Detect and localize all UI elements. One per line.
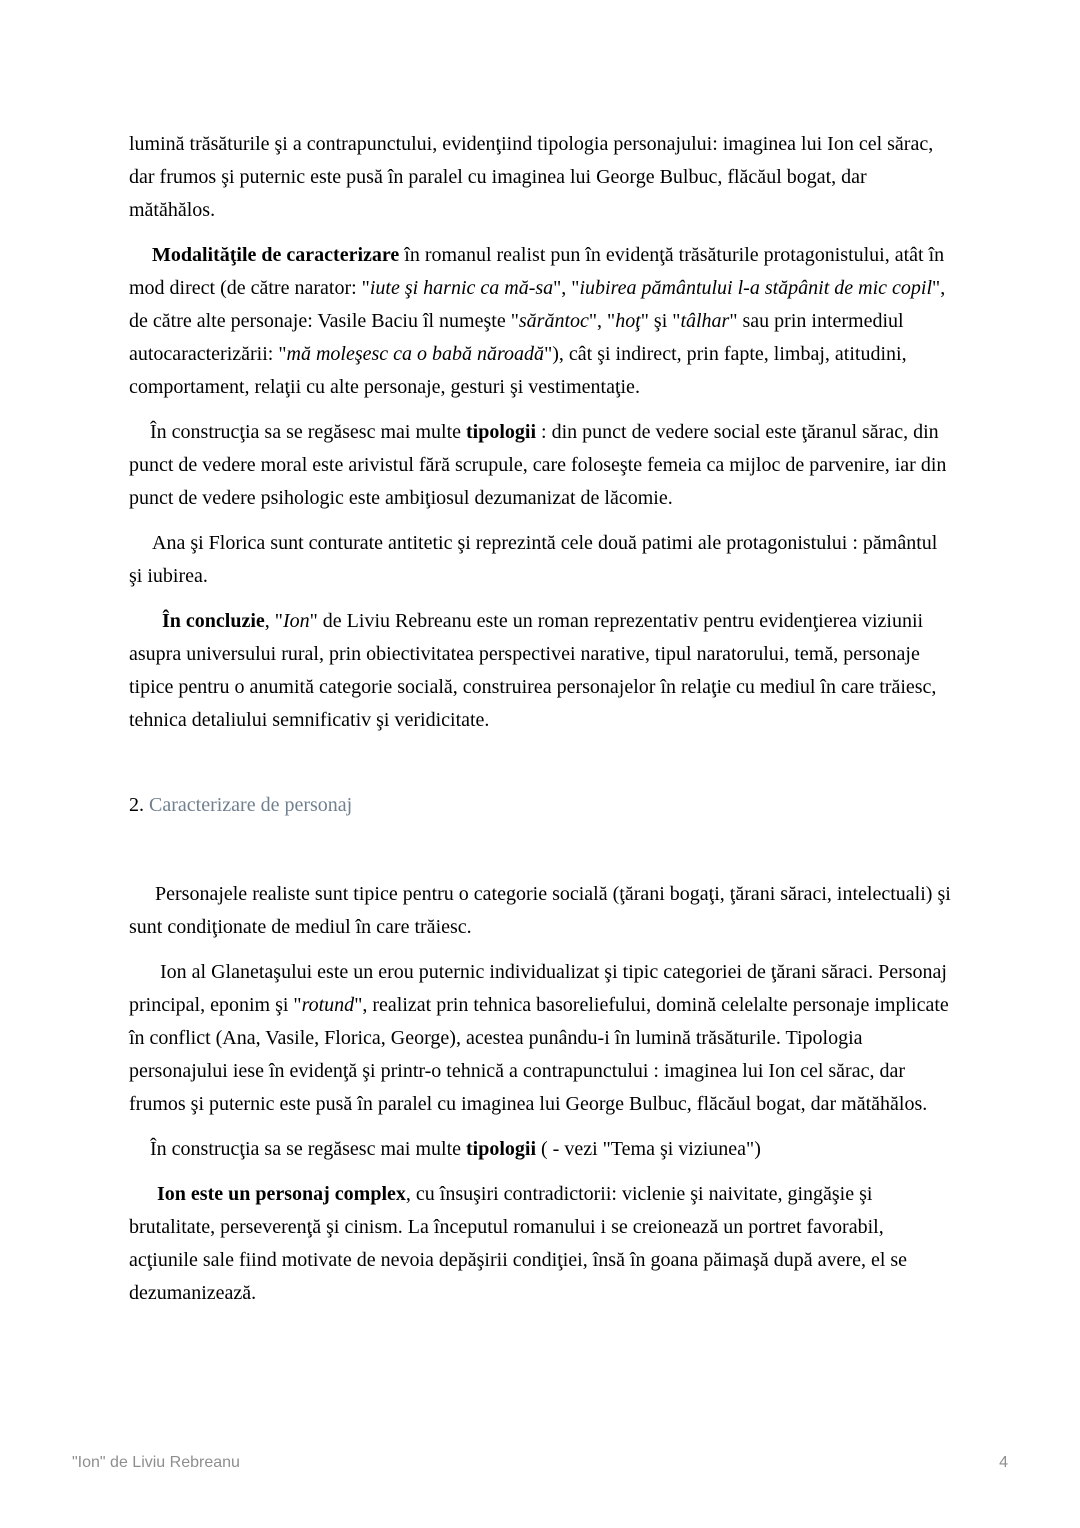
text-segment: mă moleşesc ca o babă năroadă xyxy=(286,343,545,365)
text-segment: , cu însuşiri contradictorii: viclenie şi naivitate, gingăşie şi brutalitate, perseverenţă şi cinism. La începutul romanului i se creionează un portret favorabil, acţiunile sale fiind motivate de nevoia depăşirii condiţiei, însă în goana păimaşă după avere, el se dezumanizează. xyxy=(129,1183,908,1304)
text-segment: Ion xyxy=(282,610,310,632)
text-segment: ", " xyxy=(588,310,616,332)
text-segment: tâlhar xyxy=(680,310,730,332)
text-segment: În construcţia sa se regăsesc mai multe xyxy=(150,1138,466,1160)
footer-document-title: "Ion" de Liviu Rebreanu xyxy=(72,1454,240,1471)
paragraph xyxy=(129,527,951,593)
text-segment: Ion este un personaj complex xyxy=(157,1183,406,1205)
text-segment: tipologii xyxy=(466,421,537,443)
footer-page-number: 4 xyxy=(999,1454,1008,1471)
text-segment: Ion al Glanetaşului este un erou puternic individualizat şi tipic categoriei de ţărani săraci. Personaj principal, eponim şi " xyxy=(129,961,947,1016)
text-segment: ( - vezi "Tema şi viziunea") xyxy=(536,1138,761,1160)
text-segment: iute şi harnic ca mă-sa xyxy=(369,277,554,299)
paragraph xyxy=(129,1178,951,1310)
paragraph xyxy=(129,605,951,737)
document-body xyxy=(129,128,951,1322)
text-segment: 2. xyxy=(129,794,149,816)
text-segment: iubirea pământului l-a stăpânit de mic copil xyxy=(579,277,933,299)
text-segment: În concluzie xyxy=(162,610,265,632)
section-heading xyxy=(129,789,951,822)
text-segment: Personajele realiste sunt tipice pentru o categorie socială (ţărani bogaţi, ţărani săraci, intelectuali) şi sunt condiţionate de mediul în care trăiesc. xyxy=(129,883,951,938)
text-segment: ", " xyxy=(553,277,580,299)
paragraph xyxy=(129,128,951,227)
text-segment: "), cât şi indirect, prin fapte, limbaj, atitudini, comportament, relaţii cu alte personaje, gesturi şi vestimentaţie. xyxy=(129,343,907,398)
paragraph xyxy=(129,239,951,404)
text-segment: rotund xyxy=(301,994,355,1016)
text-segment: tipologii xyxy=(466,1138,537,1160)
text-segment: ", realizat prin tehnica basoreliefului, domină celelalte personaje implicate în conflict (Ana, Vasile, Florica, George), acestea punându-i în lumină trăsăturile. Tipologia personajului iese în evidenţă şi printr-o tehnică a contrapunctului : imaginea lui Ion cel sărac, dar frumos şi puternic este pusă în paralel cu imaginea lui George Bulbuc, flăcăul bogat, dar mătăhălos. xyxy=(129,994,949,1115)
text-segment: sărăntoc xyxy=(518,310,589,332)
text-segment: lumină trăsăturile şi a contrapunctului, evidenţiind tipologia personajului: imaginea lui Ion cel sărac, dar frumos şi puternic este pusă în paralel cu imaginea lui George Bulbuc, flăcăul bogat, dar mătăhălos. xyxy=(129,133,934,221)
text-segment: Caracterizare de personaj xyxy=(149,794,353,816)
text-segment: în romanul realist pun în evidenţă trăsăturile protagonistului, atât în mod direct (de către narator: " xyxy=(129,244,945,299)
text-segment: În construcţia sa se regăsesc mai multe xyxy=(150,421,466,443)
text-segment: " sau prin intermediul autocaracterizării: " xyxy=(129,310,904,365)
text-segment: Modalităţile de caracterizare xyxy=(152,244,400,266)
text-segment: , " xyxy=(264,610,283,632)
text-segment: " de Liviu Rebreanu este un roman reprezentativ pentru evidenţierea viziunii asupra universului rural, prin obiectivitatea perspectivei narative, tipul naratorului, temă, personaje tipice pentru o anumită categorie socială, construirea personajelor în relaţie cu mediul în care trăiesc, tehnica detaliului semnificativ şi veridicitate. xyxy=(129,610,937,731)
text-segment: ", de către alte personaje: Vasile Baciu îl numeşte " xyxy=(129,277,946,332)
paragraph xyxy=(129,878,951,944)
paragraph xyxy=(129,416,951,515)
paragraph xyxy=(129,956,951,1121)
text-segment: hoţ xyxy=(615,310,641,332)
text-segment: " şi " xyxy=(640,310,681,332)
text-segment: : din punct de vedere social este ţăranul sărac, din punct de vedere moral este arivistul fără scrupule, care foloseşte femeia ca mijloc de parvenire, iar din punct de vedere psihologic este ambiţiosul dezumanizat de lăcomie. xyxy=(129,421,947,509)
paragraph xyxy=(129,1133,951,1166)
page-footer xyxy=(72,1454,1008,1472)
text-segment: Ana şi Florica sunt conturate antitetic şi reprezintă cele două patimi ale protagonistului : pământul şi iubirea. xyxy=(129,532,938,587)
